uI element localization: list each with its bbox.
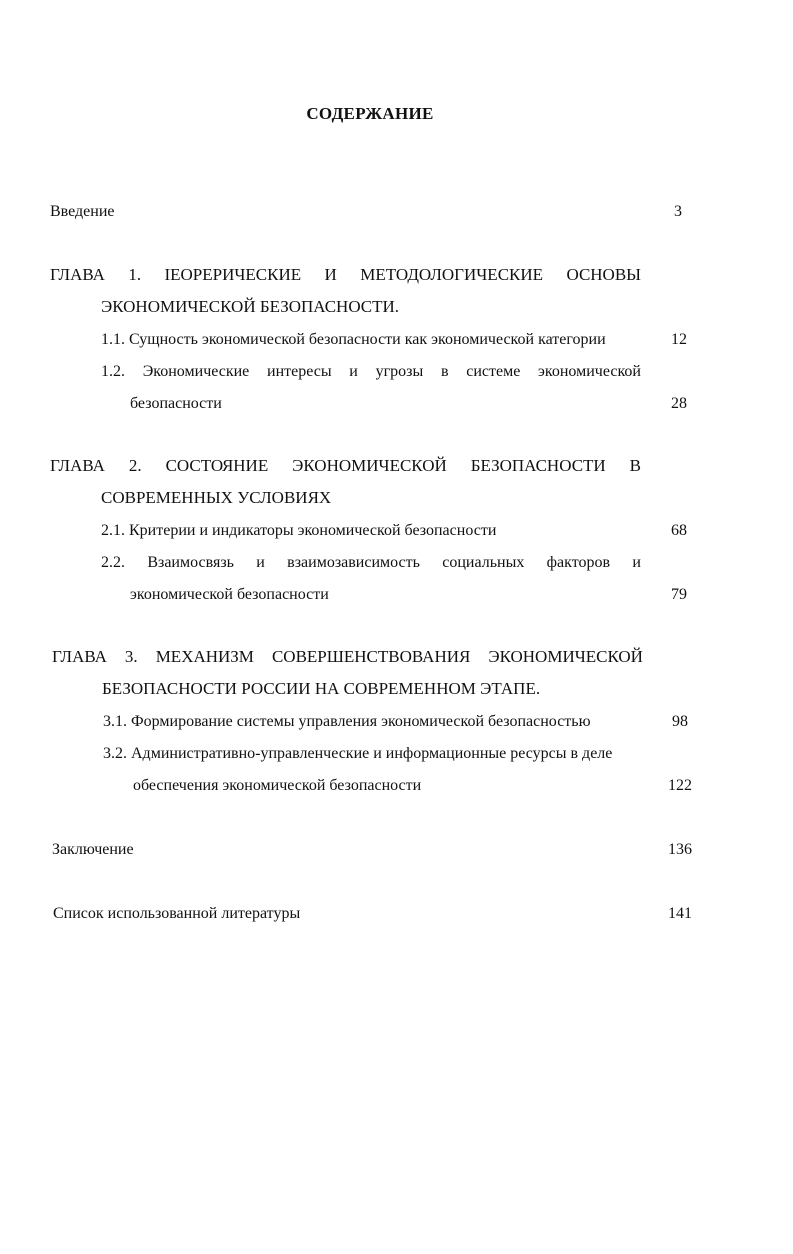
page-title: СОДЕРЖАНИЕ: [306, 104, 434, 123]
chapter-2-heading-cont: СОВРЕМЕННЫХ УСЛОВИЯХ: [101, 488, 332, 507]
chapter-2-heading: [50, 456, 641, 476]
section-1-2-word: угрозы: [375, 363, 424, 380]
section-2-2-word: Взаимосвязь: [147, 554, 234, 571]
chapter-3-word: 3.: [124, 647, 138, 666]
chapter-3-word: ЭКОНОМИЧЕСКОЙ: [488, 647, 643, 666]
chapter-1-word: ОСНОВЫ: [566, 265, 641, 284]
section-1-2-word: и: [349, 363, 358, 380]
section-1-1: 1.1. Сущность экономической безопасности как экономической категории: [101, 331, 606, 348]
chapter-1-word: И: [324, 265, 337, 284]
toc-bibliography-page: 141: [668, 905, 692, 922]
chapter-1-word: ІЕОРЕРИЧЕСКИЕ: [164, 265, 302, 284]
section-2-1-page: 68: [671, 522, 687, 539]
chapter-3-word: МЕХАНИЗМ: [155, 647, 254, 666]
section-3-1: 3.1. Формирование системы управления экономической безопасностью: [103, 713, 591, 730]
section-3-1-page: 98: [672, 713, 688, 730]
section-2-2-cont: экономической безопасности: [130, 586, 329, 603]
section-2-2-word: взаимозависимость: [287, 554, 420, 571]
section-2-1: 2.1. Критерии и индикаторы экономической безопасности: [101, 522, 497, 539]
section-1-2-word: системе: [466, 363, 521, 380]
section-1-2: [101, 362, 641, 382]
section-2-2-word: и: [632, 554, 641, 571]
section-2-2-word: и: [256, 554, 265, 571]
chapter-2-word: ГЛАВА: [50, 456, 105, 475]
toc-intro-page: 3: [674, 203, 682, 220]
chapter-3-heading-cont: БЕЗОПАСНОСТИ РОССИИ НА СОВРЕМЕННОМ ЭТАПЕ.: [102, 679, 541, 698]
section-2-2-word: 2.2.: [101, 554, 125, 571]
chapter-3-word: СОВЕРШЕНСТВОВАНИЯ: [271, 647, 471, 666]
chapter-2-word: БЕЗОПАСНОСТИ: [470, 456, 606, 475]
section-1-2-page: 28: [671, 395, 687, 412]
section-1-2-word: 1.2.: [101, 363, 125, 380]
chapter-2-word: В: [629, 456, 641, 475]
section-2-2-page: 79: [671, 586, 687, 603]
chapter-2-word: 2.: [128, 456, 142, 475]
chapter-3-word: ГЛАВА: [52, 647, 107, 666]
chapter-1-heading: [50, 265, 641, 285]
section-2-2-word: факторов: [546, 554, 611, 571]
chapter-3-heading: [52, 647, 643, 667]
section-3-2: 3.2. Административно-управленческие и информационные ресурсы в деле: [103, 745, 613, 762]
section-1-2-word: в: [440, 363, 449, 380]
toc-intro-label: Введение: [50, 203, 115, 220]
section-3-2-page: 122: [668, 777, 692, 794]
section-1-2-word: интересы: [267, 363, 332, 380]
section-2-2-word: социальных: [442, 554, 525, 571]
toc-bibliography-label: Список использованной литературы: [53, 905, 301, 922]
chapter-1-word: 1.: [128, 265, 142, 284]
section-1-2-word: экономической: [538, 363, 641, 380]
section-1-2-cont: безопасности: [130, 395, 222, 412]
chapter-2-word: ЭКОНОМИЧЕСКОЙ: [292, 456, 447, 475]
section-1-2-word: Экономические: [142, 363, 250, 380]
toc-conclusion-page: 136: [668, 841, 692, 858]
chapter-1-heading-cont: ЭКОНОМИЧЕСКОЙ БЕЗОПАСНОСТИ.: [101, 297, 400, 316]
chapter-2-word: СОСТОЯНИЕ: [165, 456, 269, 475]
section-3-2-cont: обеспечения экономической безопасности: [133, 777, 422, 794]
chapter-1-word: МЕТОДОЛОГИЧЕСКИЕ: [360, 265, 544, 284]
section-2-2: [101, 553, 641, 573]
section-1-1-page: 12: [671, 331, 687, 348]
toc-conclusion-label: Заключение: [52, 841, 134, 858]
chapter-1-word: ГЛАВА: [50, 265, 105, 284]
